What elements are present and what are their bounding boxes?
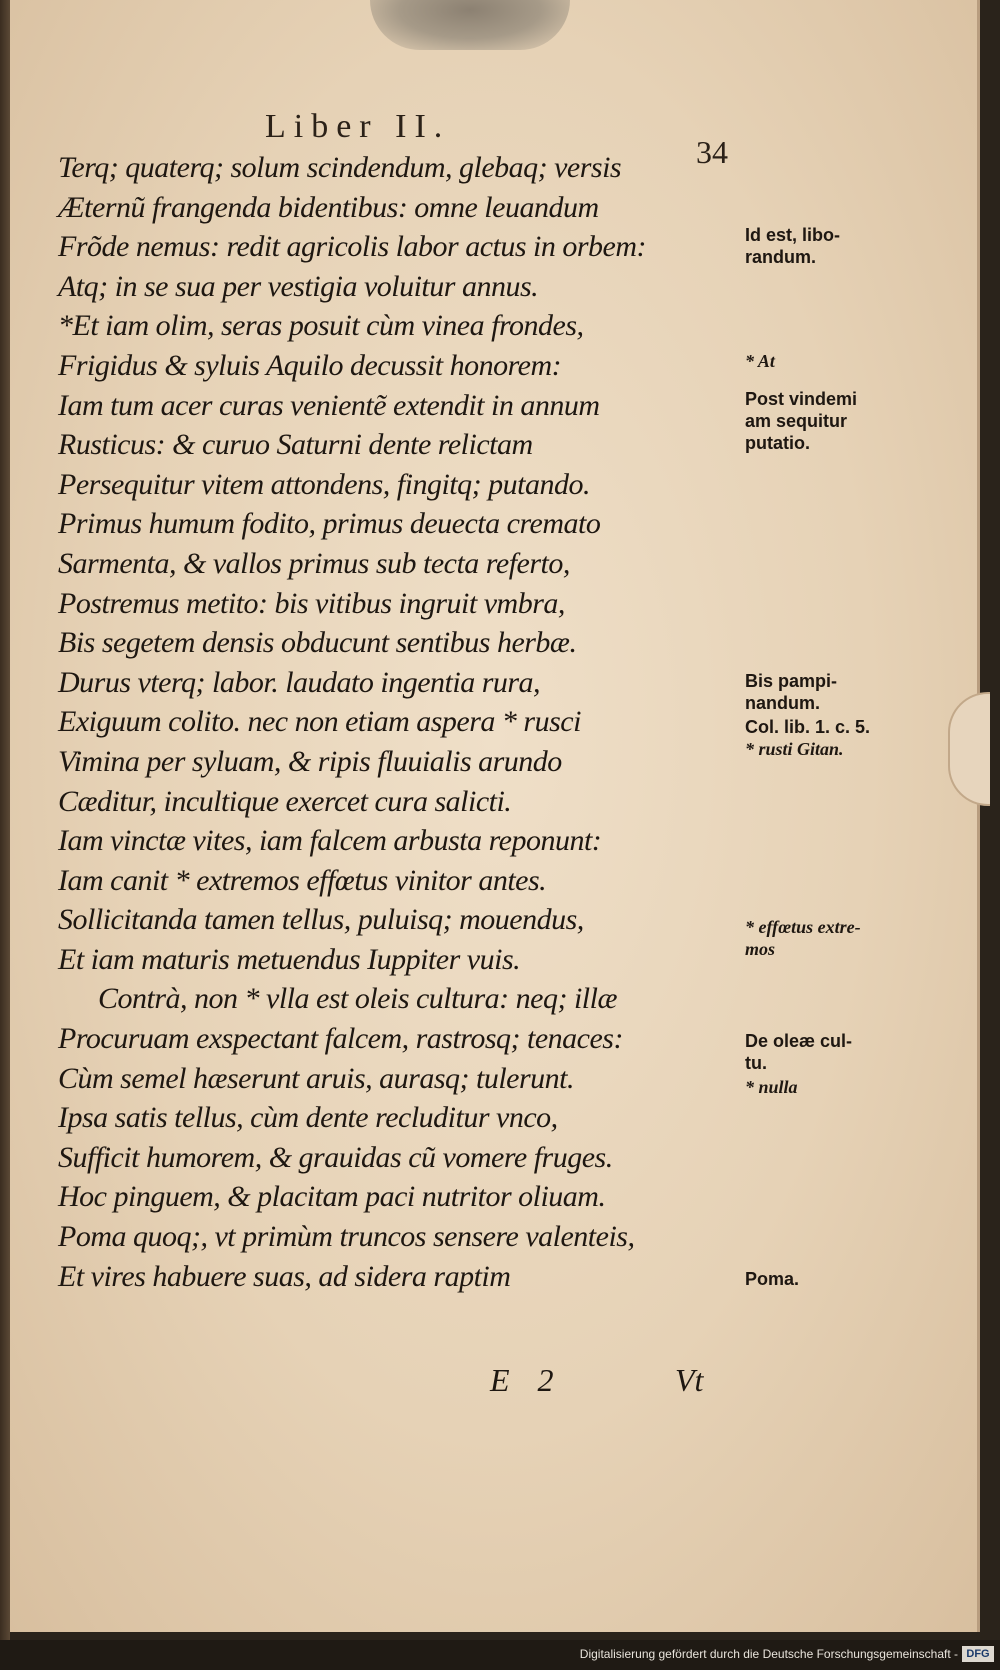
marginal-note-line: putatio. — [745, 433, 810, 453]
water-stain — [370, 0, 570, 50]
verse-line: Sarmenta, & vallos primus sub tecta referto, — [58, 546, 570, 580]
verse-line: Postremus metito: bis vitibus ingruit vmbra, — [58, 586, 565, 620]
verse-line: Procuruam exspectant falcem, rastrosq; tenaces: — [58, 1022, 623, 1056]
marginal-note-line: De oleæ cul- — [745, 1031, 853, 1051]
marginal-note — [745, 716, 955, 760]
verse-line: Et vires habuere suas, ad sidera raptim — [58, 1259, 511, 1293]
catchword: Vt — [675, 1362, 704, 1398]
verse-line: Primus humum fodito, primus deuecta cremato — [58, 507, 601, 541]
page-foot — [10, 1362, 990, 1402]
marginal-note — [745, 388, 955, 454]
marginal-note-line: randum. — [745, 247, 817, 267]
marginal-note-line: Id est, libo- — [745, 225, 841, 245]
digitization-footer — [0, 1640, 1000, 1670]
funding-credit: Digitalisierung gefördert durch die Deutsche Forschungsgemeinschaft - — [579, 1647, 958, 1661]
verse-line: Frõde nemus: redit agricolis labor actus in orbem: — [58, 230, 646, 264]
marginal-note-line: am sequitur — [745, 411, 848, 431]
marginal-note-line: Bis pampi- — [745, 671, 838, 691]
marginal-note-line: nandum. — [745, 693, 820, 713]
marginal-note-line: Col. lib. 1. c. 5. — [745, 717, 871, 737]
verse-line: Atq; in se sua per vestigia voluitur annus. — [58, 269, 539, 303]
verse-line: Sufficit humorem, & grauidas cũ vomere fruges. — [58, 1140, 613, 1174]
verse-line: Cæditur, incultique exercet cura salicti. — [58, 784, 512, 818]
verse-line: Ipsa satis tellus, cùm dente recluditur vnco, — [58, 1101, 558, 1135]
verse-line: Frigidus & syluis Aquilo decussit honorem: — [58, 348, 562, 382]
verse-line: Contrà, non * vlla est oleis cultura: neq; illæ — [98, 982, 617, 1016]
marginal-note — [745, 224, 955, 268]
verse-line: Sollicitanda tamen tellus, puluisq; mouendus, — [58, 903, 584, 937]
marginal-note-line: tu. — [745, 1053, 767, 1073]
verse-line: Æternũ frangenda bidentibus: omne leuandum — [58, 190, 599, 224]
verse-line: Persequitur vitem attondens, fingitq; putando. — [58, 467, 590, 501]
verse-line: Iam vinctæ vites, iam falcem arbusta reponunt: — [58, 824, 602, 858]
dfg-logo-icon: DFG — [962, 1646, 994, 1662]
verse-line: Et iam maturis metuendus Iuppiter vuis. — [58, 942, 521, 976]
book-spine — [0, 0, 10, 1640]
verse-line: Terq; quaterq; solum scindendum, glebaq; versis — [58, 151, 622, 184]
verse-line: *Et iam olim, seras posuit cùm vinea frondes, — [58, 309, 584, 343]
marginal-note — [745, 1268, 955, 1290]
marginal-note-line: mos — [745, 939, 776, 959]
verse-line: Poma quoq;, vt primùm truncos sensere valenteis, — [58, 1220, 635, 1254]
marginal-note-line: Post vindemi — [745, 389, 858, 409]
marginal-note-line: * At — [745, 351, 775, 371]
marginal-note — [745, 916, 955, 960]
verse-line: Exiguum colito. nec non etiam aspera * rusci — [58, 705, 581, 739]
verse-line: Iam canit * extremos effœtus vinitor antes. — [58, 863, 547, 897]
verse-line: Rusticus: & curuo Saturni dente relictam — [58, 428, 533, 462]
marginal-note — [745, 350, 955, 372]
marginal-note — [745, 1076, 955, 1098]
verse-line: Iam tum acer curas venientẽ extendit in annum — [58, 388, 600, 422]
running-head-title: Liber II. — [265, 108, 451, 145]
marginal-note-line: * nulla — [745, 1077, 798, 1097]
verse-line: Bis segetem densis obducunt sentibus herbæ. — [58, 626, 577, 660]
verse-line: Durus vterq; labor. laudato ingentia rura, — [58, 665, 541, 699]
verse-line: Vimina per syluam, & ripis fluuialis arundo — [58, 744, 562, 778]
signature-mark: E 2 — [490, 1362, 564, 1398]
marginal-note — [745, 1030, 955, 1074]
page-number: 34 — [696, 134, 728, 170]
marginal-note-line: * effœtus extre- — [745, 917, 861, 937]
marginal-note — [745, 670, 955, 714]
verse-block — [58, 148, 758, 1296]
marginal-note-line: Poma. — [745, 1269, 800, 1289]
marginal-note-line: * rusti Gitan. — [745, 739, 844, 759]
verse-line: Hoc pinguem, & placitam paci nutritor oliuam. — [58, 1180, 606, 1214]
verse-line: Cùm semel hæserunt aruis, aurasq; tulerunt. — [58, 1061, 575, 1095]
book-page — [10, 0, 980, 1632]
